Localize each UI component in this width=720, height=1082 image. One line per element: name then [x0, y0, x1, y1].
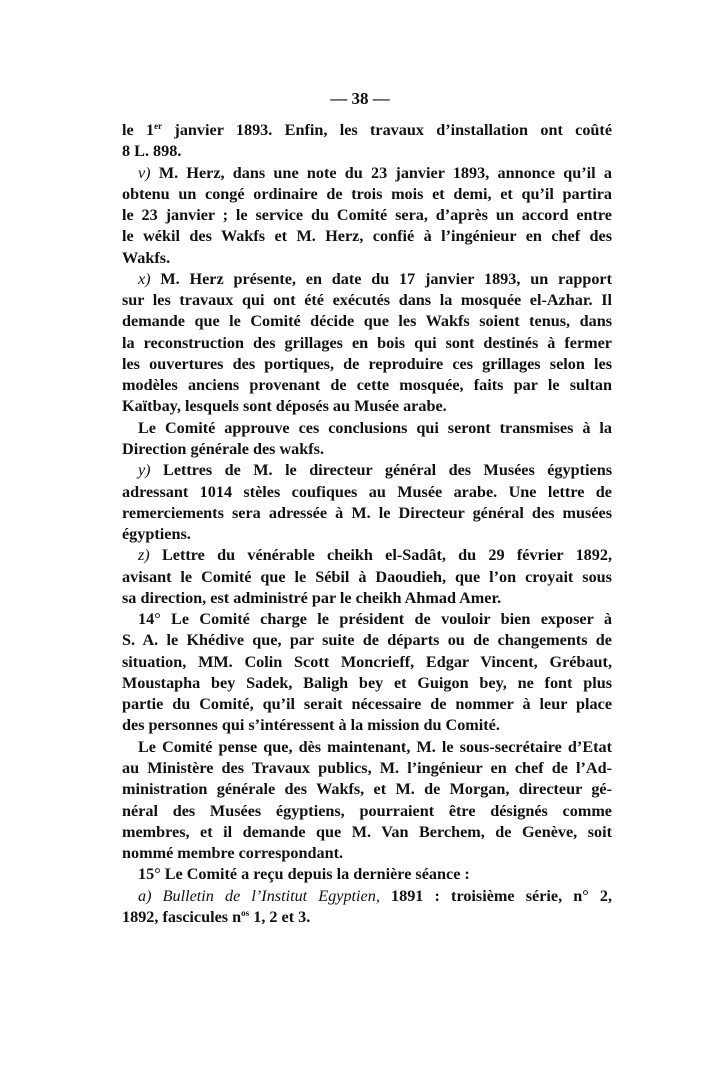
item-label: y): [138, 461, 151, 480]
text-run: 1891 : troisième série, n° 2,: [379, 886, 612, 905]
text-line: le 23 janvier ; le service du Comité sera, d’après un accord entre: [122, 206, 612, 225]
text-line: partie du Comité, qu’il serait nécessaire de nommer à leur place: [122, 695, 612, 714]
text-line: sa direction, est administré par le cheikh Ahmad Amer.: [122, 588, 502, 607]
text-run: 1892, fascicules n: [122, 907, 242, 926]
text-line: demande que le Comité décide que les Wakfs soient tenus, dans: [122, 312, 612, 331]
text-line: Kaïtbay, lesquels sont déposés au Musée arabe.: [122, 397, 447, 416]
text-line: [122, 163, 612, 184]
item-label: v): [138, 163, 151, 182]
text-line: ministration générale des Wakfs, et M. de Morgan, directeur gé-: [122, 780, 612, 799]
text-line: les ouvertures des portiques, de reproduire ces grillages selon les: [122, 354, 612, 373]
text-line: le wékil des Wakfs et M. Herz, confié à l’ingénieur en chef des: [122, 227, 612, 246]
text-run: M. Herz présente, en date du 17 janvier 1893, un rapport: [150, 269, 612, 288]
text-line: [122, 907, 612, 928]
text-line: sur les travaux qui ont été exécutés dans la mosquée el-Azhar. Il: [122, 291, 612, 310]
text-line: Moustapha bey Sadek, Baligh bey et Guigon bey, ne font plus: [122, 673, 612, 692]
text-line: au Ministère des Travaux publics, M. l’ingénieur en chef de l’Ad-: [122, 758, 612, 777]
text-line: Wakfs.: [122, 248, 171, 267]
text-line: [122, 269, 612, 290]
body-text: [122, 120, 612, 928]
text-line: la reconstruction des grillages en bois qui sont destinés à fermer: [122, 333, 612, 352]
text-line: nommé membre correspondant.: [122, 844, 344, 863]
superscript: os: [241, 907, 250, 918]
text-line: obtenu un congé ordinaire de trois mois et demi, et qu’il partira: [122, 184, 612, 203]
text-line: égyptiens.: [122, 525, 191, 544]
text-line: Le Comité pense que, dès maintenant, M. le sous-secrétaire d’Etat: [138, 737, 612, 756]
text-run: Lettre du vénérable cheikh el-Sadât, du 29 février 1892,: [149, 546, 612, 565]
text-run: le: [122, 121, 147, 139]
text-run: Lettres de M. le directeur général des Musées égyptiens: [150, 461, 612, 480]
text-line: adressant 1014 stèles coufiques au Musée arabe. Une lettre de: [122, 482, 612, 501]
text-run: M. Herz, dans une note du 23 janvier 1893, annonce qu’il a: [150, 163, 612, 182]
publication-title: Bulletin de l’Institut Egyptien,: [151, 886, 380, 905]
text-line: modèles anciens provenant de cette mosquée, faits par le sultan: [122, 376, 612, 395]
item-label: x): [138, 269, 151, 288]
item-label: z): [138, 546, 150, 565]
item-label: a): [138, 886, 152, 905]
text-line: S. A. le Khédive que, par suite de départs ou de changements de: [122, 631, 612, 650]
text-line: Le Comité approuve ces conclusions qui seront transmises à la: [138, 418, 612, 437]
text-line: 14° Le Comité charge le président de vouloir bien exposer à: [138, 610, 612, 629]
text-run: 1, 2 et 3.: [249, 907, 311, 926]
text-run: janvier 1893. Enfin, les travaux d’installation ont coûté: [162, 121, 613, 139]
text-line: Direction générale des wakfs.: [122, 439, 325, 458]
text-line: [122, 886, 612, 907]
text-line: membres, et il demande que M. Van Berchem, de Genève, soit: [122, 822, 612, 841]
text-line: 15° Le Comité a reçu depuis la dernière séance :: [138, 865, 470, 884]
text-line: 8 L. 898.: [122, 142, 182, 161]
text-line: remerciements sera adressée à M. le Directeur général des musées: [122, 503, 612, 522]
superscript: er: [154, 121, 163, 131]
text-line: [122, 545, 612, 566]
text-line: avisant le Comité que le Sébil à Daoudieh, que l’on croyait sous: [122, 567, 612, 586]
page-number: — 38 —: [330, 89, 390, 108]
text-line: [122, 120, 612, 141]
text-run: 1: [146, 121, 155, 139]
text-line: des personnes qui s’intéressent à la mission du Comité.: [122, 716, 500, 735]
text-line: [122, 460, 612, 481]
text-line: situation, MM. Colin Scott Moncrieff, Edgar Vincent, Grébaut,: [122, 652, 612, 671]
text-line: néral des Musées égyptiens, pourraient être désignés comme: [122, 801, 612, 820]
